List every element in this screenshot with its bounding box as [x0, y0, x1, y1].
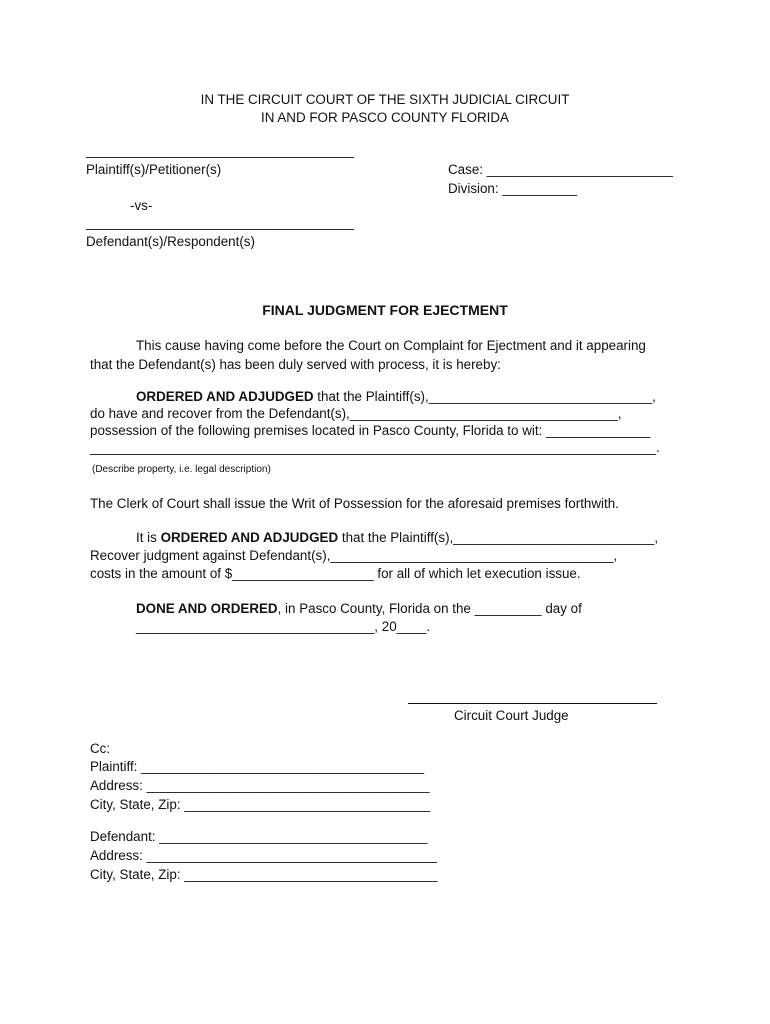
plaintiff-label: Plaintiff(s)/Petitioner(s) — [86, 162, 222, 177]
division-field: Division: __________ — [448, 181, 577, 196]
cc-label: Cc: — [90, 741, 111, 756]
paragraph-4-line-3: costs in the amount of $___________________ for all of which let execution issue. — [90, 566, 581, 581]
court-header-line2: IN AND FOR PASCO COUNTY FLORIDA — [260, 110, 509, 125]
defendant-blank: ____________________________________ — [86, 215, 355, 230]
ordered-adjudged-bold: ORDERED AND ADJUDGED — [136, 389, 314, 404]
paragraph-1-line-2: that the Defendant(s) has been duly served with process, it is hereby: — [90, 357, 501, 372]
paragraph-3: The Clerk of Court shall issue the Writ of Possession for the aforesaid premises forthwith. — [90, 496, 619, 511]
paragraph-5-line-1-rest: , in Pasco County, Florida on the _________ day of — [277, 601, 582, 616]
plaintiff-blank: ____________________________________ — [86, 143, 355, 158]
court-header-line1: IN THE CIRCUIT COURT OF THE SIXTH JUDICIAL CIRCUIT — [200, 92, 570, 107]
ordered-adjudged-bold-2: ORDERED AND ADJUDGED — [160, 530, 339, 545]
cc-defendant-address: Address: _______________________________________ — [90, 848, 438, 863]
paragraph-4-line-1-rest: that the Plaintiff(s),___________________________, — [338, 530, 659, 545]
cc-plaintiff: Plaintiff: ______________________________________ — [90, 759, 425, 774]
paragraph-2-line-4: ____________________________________________________________________________. — [90, 440, 660, 455]
cc-plaintiff-address: Address: ______________________________________ — [90, 778, 430, 793]
paragraph-2-line-1 — [136, 389, 656, 405]
cc-plaintiff-city: City, State, Zip: _________________________________ — [90, 797, 431, 812]
describe-property-note: (Describe property, i.e. legal description) — [92, 464, 271, 475]
paragraph-4-prefix: It is — [136, 530, 161, 545]
signature-line — [408, 703, 657, 704]
cc-defendant-city: City, State, Zip: __________________________________ — [90, 867, 438, 882]
paragraph-2-line-1-rest: that the Plaintiff(s),______________________________, — [313, 389, 656, 404]
paragraph-5-line-2: ________________________________, 20____. — [136, 619, 431, 634]
paragraph-4-line-1 — [136, 530, 658, 546]
case-field: Case: _________________________ — [448, 162, 673, 177]
paragraph-4-line-2: Recover judgment against Defendant(s),______________________________________, — [90, 548, 618, 563]
paragraph-5-line-1 — [136, 601, 582, 617]
signature-label: Circuit Court Judge — [454, 708, 569, 723]
defendant-label: Defendant(s)/Respondent(s) — [86, 234, 255, 249]
paragraph-1-line-1: This cause having come before the Court on Complaint for Ejectment and it appearing — [136, 338, 646, 353]
document-title: FINAL JUDGMENT FOR EJECTMENT — [262, 302, 508, 318]
done-ordered-bold: DONE AND ORDERED — [136, 601, 278, 616]
paragraph-2-line-3: possession of the following premises located in Pasco County, Florida to wit: ______________ — [90, 423, 651, 438]
versus-label: -vs- — [130, 198, 153, 213]
cc-defendant: Defendant: ____________________________________ — [90, 829, 428, 844]
paragraph-2-line-2: do have and recover from the Defendant(s),____________________________________, — [90, 406, 622, 421]
